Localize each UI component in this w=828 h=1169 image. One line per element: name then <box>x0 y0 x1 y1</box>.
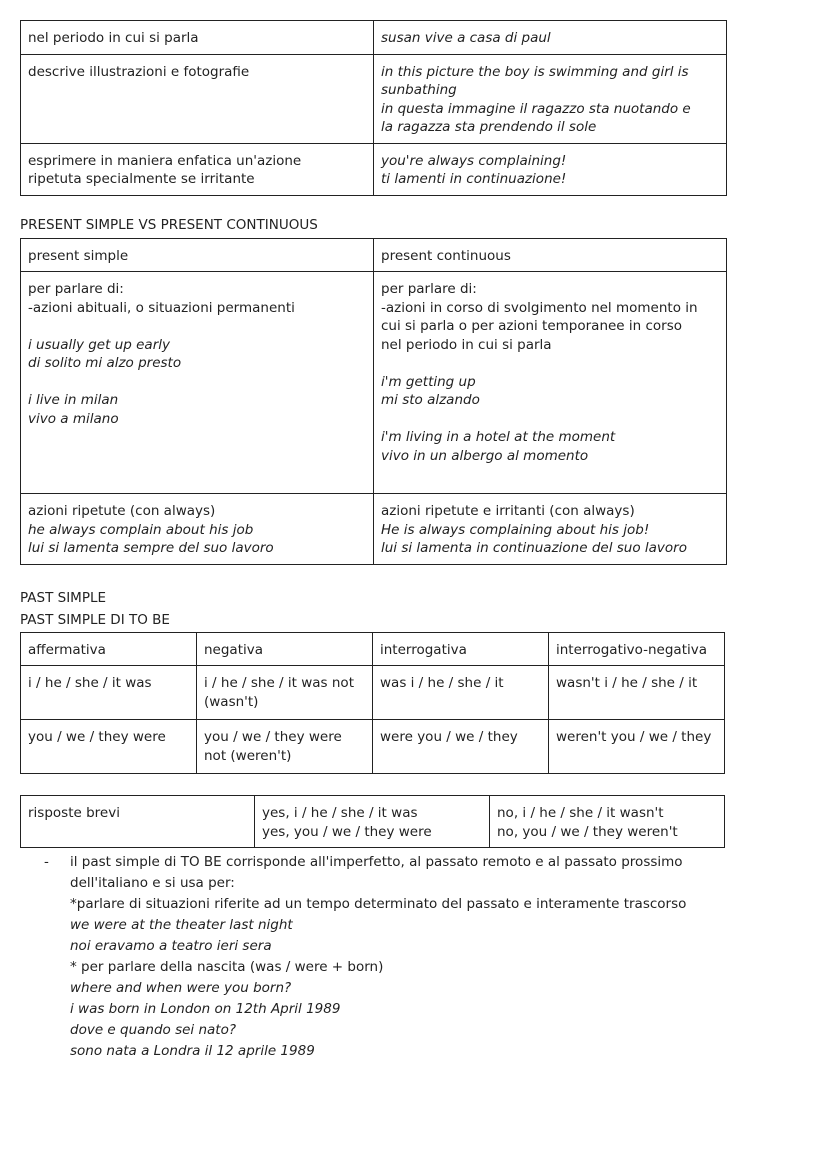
cell-text: susan vive a casa di paul <box>381 30 551 46</box>
list-bullet: - <box>44 854 49 870</box>
cell-text: affermativa <box>28 641 106 658</box>
note-line: * per parlare della nascita (was / were + born) <box>70 959 384 975</box>
table-cell <box>21 143 374 195</box>
cell-text: sunbathing <box>381 82 457 98</box>
table-row <box>21 54 727 143</box>
table-cell <box>21 666 197 720</box>
cell-text: ripetuta specialmente se irritante <box>28 171 255 187</box>
table-cell <box>21 54 374 143</box>
cell-text: esprimere in maniera enfatica un'azione <box>28 152 302 169</box>
cell-text: present continuous <box>381 247 511 264</box>
cell-text: He is always complaining about his job! <box>381 521 650 538</box>
cell-text: -azioni abituali, o situazioni permanenti <box>28 299 295 316</box>
cell-text: nel periodo in cui si parla <box>381 336 552 353</box>
table-header-row <box>21 238 727 272</box>
cell-text: per parlare di: <box>381 281 477 297</box>
cell-text: no, i / he / she / it wasn't <box>497 805 664 821</box>
cell-text: azioni ripetute e irritanti (con always) <box>381 503 635 519</box>
cell-text: in questa immagine il ragazzo sta nuotando e <box>381 100 691 117</box>
cell-text: was i / he / she / it <box>380 675 504 691</box>
section-title: PAST SIMPLE <box>20 589 107 606</box>
table-cell <box>21 494 374 565</box>
cell-text: interrogativa <box>380 641 467 658</box>
table-cell <box>21 21 374 55</box>
table-cell <box>21 272 374 494</box>
cell-text: wasn't i / he / she / it <box>556 675 698 691</box>
cell-text: vivo a milano <box>28 410 119 427</box>
cell-text: i live in milan <box>28 392 119 408</box>
table-header-row <box>21 632 725 666</box>
past-simple-to-be-table <box>20 632 725 775</box>
header-cell <box>197 632 373 666</box>
table-cell <box>197 720 373 774</box>
table-row <box>21 796 725 848</box>
table-row <box>21 21 727 55</box>
note-line: where and when were you born? <box>70 980 292 996</box>
table-cell <box>21 796 255 848</box>
cell-text: yes, you / we / they were <box>262 823 432 840</box>
cell-text: per parlare di: <box>28 281 124 297</box>
cell-text: mi sto alzando <box>381 392 480 408</box>
table-cell <box>255 796 490 848</box>
table-cell <box>373 666 549 720</box>
table-cell <box>374 143 727 195</box>
note-line: il past simple di TO BE corrisponde all'imperfetto, al passato remoto e al passato prossimo <box>70 854 683 870</box>
note-line: dove e quando sei nato? <box>70 1022 237 1038</box>
note-line: sono nata a Londra il 12 aprile 1989 <box>70 1043 315 1059</box>
cell-text: risposte brevi <box>28 805 120 821</box>
cell-text: yes, i / he / she / it was <box>262 805 418 821</box>
cell-text: he always complain about his job <box>28 521 254 538</box>
cell-text: ti lamenti in continuazione! <box>381 171 567 187</box>
table-cell <box>549 720 725 774</box>
cell-text: i'm living in a hotel at the moment <box>381 429 616 445</box>
table-row <box>21 494 727 565</box>
header-cell <box>21 632 197 666</box>
table-row <box>21 143 727 195</box>
cell-text: la ragazza sta prendendo il sole <box>381 119 597 135</box>
document-page <box>20 20 726 1062</box>
note-line: i was born in London on 12th April 1989 <box>70 1001 341 1017</box>
header-cell <box>21 238 374 272</box>
cell-text: lui si lamenta sempre del suo lavoro <box>28 540 274 556</box>
table-cell <box>549 666 725 720</box>
table-row <box>21 720 725 774</box>
cell-text: vivo in un albergo al momento <box>381 447 589 464</box>
cell-text: you / we / they were <box>28 729 166 745</box>
table-row <box>21 272 727 494</box>
cell-text: i usually get up early <box>28 336 170 353</box>
cell-text: negativa <box>204 641 264 658</box>
cell-text: azioni ripetute (con always) <box>28 503 216 519</box>
cell-text: -azioni in corso di svolgimento nel momento in <box>381 299 698 316</box>
cell-text: interrogativo-negativa <box>556 641 707 658</box>
notes-list <box>20 852 770 1062</box>
cell-text: i / he / she / it was not (wasn't) <box>204 675 354 710</box>
cell-text: present simple <box>28 247 129 264</box>
header-cell <box>549 632 725 666</box>
cell-text: weren't you / we / they <box>556 729 712 745</box>
section-title: PRESENT SIMPLE VS PRESENT CONTINUOUS <box>20 216 318 233</box>
usage-table-continued <box>20 20 727 196</box>
note-line: we were at the theater last night <box>70 917 293 933</box>
cell-text: nel periodo in cui si parla <box>28 30 199 46</box>
note-line: *parlare di situazioni riferite ad un tempo determinato del passato e interamente trascorso <box>70 896 687 912</box>
table-cell <box>21 720 197 774</box>
table-cell <box>374 21 727 55</box>
note-line: dell'italiano e si usa per: <box>70 875 235 891</box>
table-cell <box>197 666 373 720</box>
section-subtitle: PAST SIMPLE DI TO BE <box>20 611 170 628</box>
table-cell <box>490 796 725 848</box>
header-cell <box>373 632 549 666</box>
table-cell <box>374 494 727 565</box>
cell-text: i / he / she / it was <box>28 675 152 691</box>
present-simple-vs-continuous-table <box>20 238 727 565</box>
cell-text: no, you / we / they weren't <box>497 823 678 840</box>
table-cell <box>374 272 727 494</box>
cell-text: cui si parla o per azioni temporanee in corso <box>381 318 683 334</box>
table-cell <box>373 720 549 774</box>
cell-text: you're always complaining! <box>381 152 567 169</box>
table-cell <box>374 54 727 143</box>
cell-text: you / we / they were not (weren't) <box>204 729 342 764</box>
cell-text: were you / we / they <box>380 729 518 745</box>
short-answers-table <box>20 795 725 848</box>
cell-text: di solito mi alzo presto <box>28 355 182 371</box>
cell-text: descrive illustrazioni e fotografie <box>28 63 250 80</box>
note-line: noi eravamo a teatro ieri sera <box>70 938 272 954</box>
table-row <box>21 666 725 720</box>
cell-text: i'm getting up <box>381 373 476 390</box>
header-cell <box>374 238 727 272</box>
cell-text: in this picture the boy is swimming and girl is <box>381 63 689 80</box>
cell-text: lui si lamenta in continuazione del suo lavoro <box>381 540 687 556</box>
